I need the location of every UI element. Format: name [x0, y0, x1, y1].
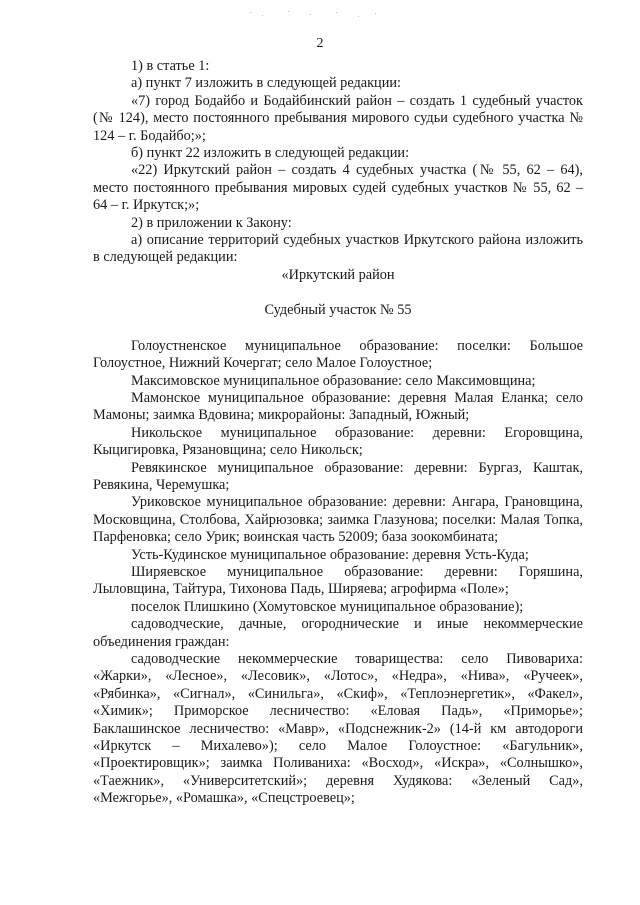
territory-entry: поселок Плишкино (Хомутовское муниципальное образование);: [131, 598, 524, 615]
territory-entry: садоводческие, дачные, огороднические и иные некоммерческие объединения граждан:: [93, 616, 583, 650]
territory-entry: Ревякинское муниципальное образование: деревни: Бургаз, Каштак, Ревякина, Черемушка;: [93, 459, 583, 493]
territory-entry: Голоустненское муниципальное образование: поселки: Большое Голоустное, Нижний Кочергат; село Малое Голоустное;: [93, 337, 583, 372]
paragraph: 1) в статье 1:: [131, 58, 210, 74]
territory-entry: садоводческие некоммерческие товарищества: село Пивовариха: «Жарки», «Лесное», «Лесовик», «Лотос», «Недра», «Нива», «Ручеек», «Рябинка», «Сигнал», «Синильга», «Скиф», «Теплоэнергетик», «Факел», «Химик»; Приморское лесничество: «Еловая Падь», «Приморье»; Баклашинское лесничество: «Мавр», «Подснежник-2» (14-й км автодороги «Иркутск – Михалево»); село Малое Голоустное: «Багульник», «Проектировщик»; заимка Поливаниха: «Восход», «Искра», «Солнышко», «Таежник», «Университетский»; деревня Худякова: «Зеленый Сад», «Межгорье», «Ромашка», «Спецстроевец»;: [93, 651, 583, 807]
territory-entry: Никольское муниципальное образование: деревни: Егоровщина, Кыцигировка, Рязановщина; село Никольск;: [93, 424, 583, 459]
paragraph: а) пункт 7 изложить в следующей редакции:: [131, 75, 401, 92]
paragraph: 2) в приложении к Закону:: [131, 214, 292, 231]
paragraph: б) пункт 22 изложить в следующей редакции:: [131, 145, 410, 162]
paragraph: а) описание территорий судебных участков Иркутского района изложить в следующей редакции:: [93, 232, 583, 266]
paragraph: «22) Иркутский район – создать 4 судебных участка (№ 55, 62 – 64), место постоянного пребывания мировых судей судебных участков № 55, 62 – 64 – г. Иркутск;»;: [93, 162, 583, 214]
territory-entry: Мамонское муниципальное образование: деревня Малая Еланка; село Мамоны; заимка Вдовина; микрорайоны: Западный, Южный;: [93, 389, 583, 424]
territory-entry: Ширяевское муниципальное образование: деревни: Горяшина, Лыловщина, Тайтура, Тихонова Падь, Ширяева; агрофирма «Поле»;: [93, 563, 583, 598]
territory-entry: Усть-Кудинское муниципальное образование: деревня Усть-Куда;: [131, 546, 529, 563]
territory-entry: Уриковское муниципальное образование: деревни: Ангара, Грановщина, Московщина, Столбова, Хайрюзовка; заимка Глазунова; поселки: Малая Топка, Парфеновка; село Урик; воинская часть 52009; база зоокомбината;: [93, 494, 583, 546]
territory-entry: Максимовское муниципальное образование: село Максимовщина;: [131, 372, 536, 389]
page-number: 2: [316, 36, 324, 51]
district-heading: «Иркутский район: [281, 266, 395, 283]
section-heading: Судебный участок № 55: [264, 302, 412, 319]
document-body: [93, 58, 583, 808]
paragraph: «7) город Бодайбо и Бодайбинский район – создать 1 судебный участок (№ 124), место постоянного пребывания мирового судьи судебного участка № 124 – г. Бодайбо;»;: [93, 92, 583, 144]
scan-noise: [240, 10, 390, 18]
